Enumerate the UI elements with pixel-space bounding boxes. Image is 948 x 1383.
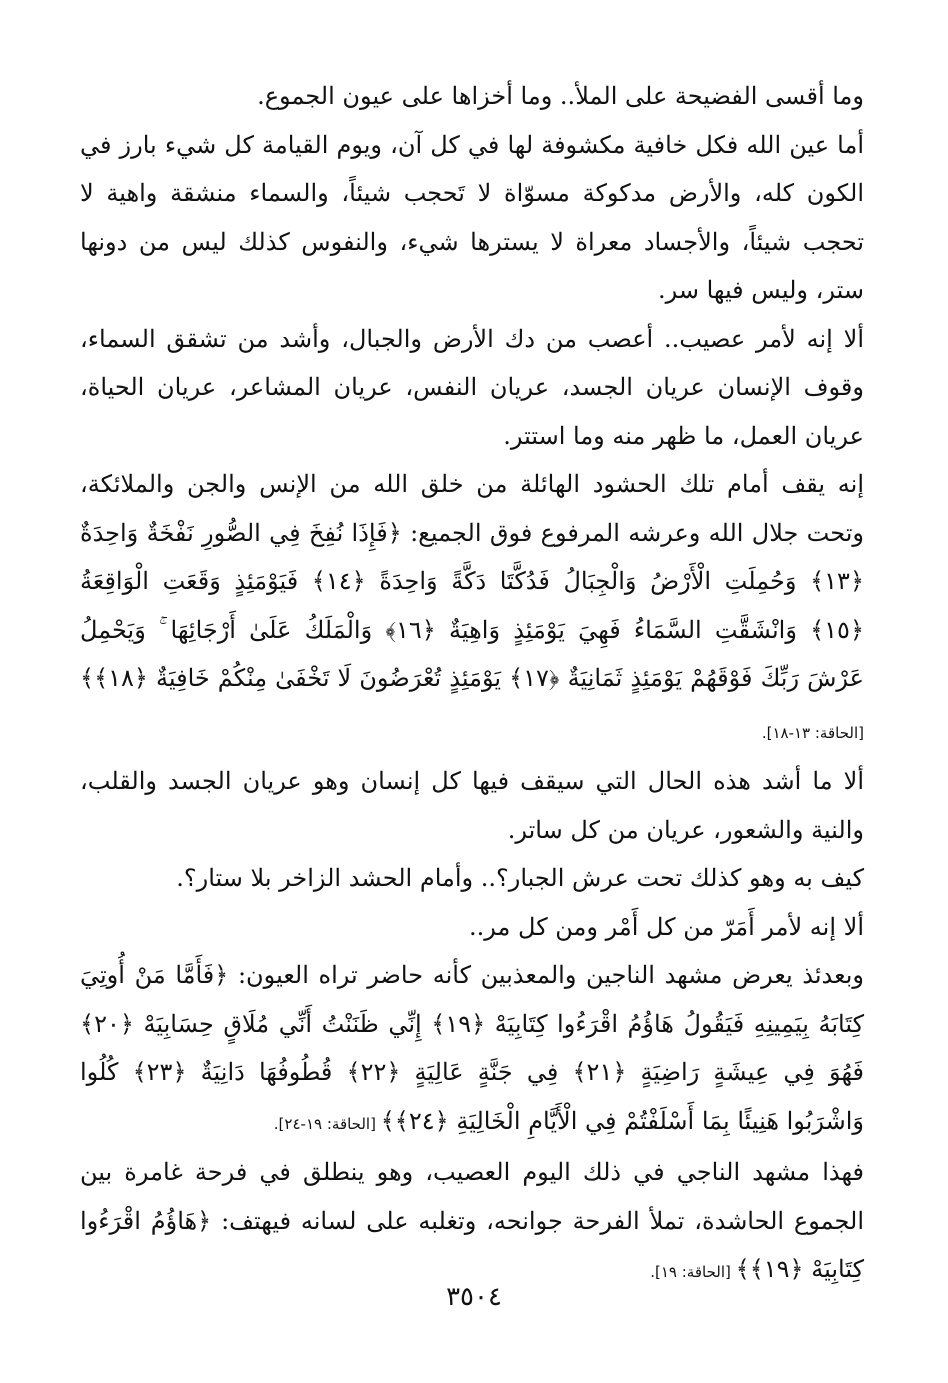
quran-verse: ﴿هَاؤُمُ اقْرَءُوا كِتَابِيَهْ ﴿١٩﴾﴾ bbox=[80, 1206, 864, 1283]
page-body bbox=[80, 72, 864, 1297]
quran-verse: ﴿فَأَمَّا مَنْ أُوتِيَ كِتَابَهُ بِيَمِينِهِ فَيَقُولُ هَاؤُمُ اقْرَءُوا كِتَابِيَهْ ﴿١٩﴾ إِنِّي ظَنَنْتُ أَنِّي مُلَاقٍ حِسَابِيَهْ ﴿٢٠﴾ فَهُوَ فِي عِيشَةٍ رَاضِيَةٍ ﴿٢١﴾ فِي جَنَّةٍ عَالِيَةٍ ﴿٢٢﴾ قُطُوفُهَا دَانِيَةٌ ﴿٢٣﴾ كُلُوا وَاشْرَبُوا هَنِيئًا بِمَا أَسْلَفْتُمْ فِي الْأَيَّامِ الْخَالِيَةِ ﴿٢٤﴾﴾ bbox=[80, 961, 864, 1135]
paragraph-text: أما عين الله فكل خافية مكشوفة لها في كل آن، ويوم القيامة كل شيء بارز في الكون كله، والأرض مدكوكة مسوّاة لا تَحجب شيئاً، والسماء منشقة واهية لا تحجب شيئاً، والأجساد معراة لا يسترها شيء، والنفوس كذلك ليس من دونها ستر، وليس فيها سر. bbox=[80, 130, 865, 304]
paragraph bbox=[80, 854, 864, 903]
verse-reference: [الحاقة: ١٣-١٨]. bbox=[761, 723, 864, 742]
paragraph-text: وما أقسى الفضيحة على الملأ.. وما أخزاها على عيون الجموع. bbox=[257, 82, 864, 110]
paragraph bbox=[80, 72, 864, 121]
quran-verse: ﴿فَإِذَا نُفِخَ فِي الصُّورِ نَفْخَةٌ وَاحِدَةٌ ﴿١٣﴾ وَحُمِلَتِ الْأَرْضُ وَالْجِبَالُ فَدُكَّتَا دَكَّةً وَاحِدَةً ﴿١٤﴾ فَيَوْمَئِذٍ وَقَعَتِ الْوَاقِعَةُ ﴿١٥﴾ وَانْشَقَّتِ السَّمَاءُ فَهِيَ يَوْمَئِذٍ وَاهِيَةٌ ﴿١٦﴾ وَالْمَلَكُ عَلَىٰ أَرْجَائِهَا ۚ وَيَحْمِلُ عَرْشَ رَبِّكَ فَوْقَهُمْ يَوْمَئِذٍ ثَمَانِيَةٌ ﴿١٧﴾ يَوْمَئِذٍ تُعْرَضُونَ لَا تَخْفَىٰ مِنْكُمْ خَافِيَةٌ ﴿١٨﴾﴾ bbox=[80, 518, 864, 692]
paragraph bbox=[80, 757, 864, 854]
paragraph-text: فهذا مشهد الناجي في ذلك اليوم العصيب، وهو ينطلق في فرحة غامرة بين الجموع الحاشدة، تملأ الفرحة جوانحه، وتغلبه على لسانه فيهتف: bbox=[80, 1158, 864, 1235]
paragraph bbox=[80, 951, 864, 1148]
verse-reference: [الحاقة: ١٩-٢٤]. bbox=[273, 1114, 381, 1133]
paragraph bbox=[80, 121, 864, 315]
paragraph-text: ألا إنه لأمر عصيب.. أعصب من دك الأرض والجبال، وأشد من تشقق السماء، وقوف الإنسان عريان الجسد، عريان النفس، عريان المشاعر، عريان الحياة، عريان العمل، ما ظهر منه وما استتر. bbox=[80, 324, 864, 450]
paragraph bbox=[80, 315, 864, 461]
paragraph-text: كيف به وهو كذلك تحت عرش الجبار؟.. وأمام الحشد الزاخر بلا ستار؟. bbox=[176, 864, 864, 892]
paragraph-text: إنه يقف أمام تلك الحشود الهائلة من خلق الله من الإنس والجن والملائكة، وتحت جلال الله وعرشه المرفوع فوق الجميع: bbox=[80, 470, 864, 547]
paragraph-text: ألا ما أشد هذه الحال التي سيقف فيها كل إنسان وهو عريان الجسد والقلب، والنية والشعور، عريان من كل ساتر. bbox=[80, 767, 864, 844]
paragraph-text: ألا إنه لأمر أَمَرّ من كل أَمْر ومن كل مر.. bbox=[469, 912, 864, 941]
page-number: ٣٥٠٤ bbox=[446, 1282, 502, 1312]
paragraph bbox=[80, 460, 864, 757]
paragraph bbox=[80, 903, 864, 952]
paragraph bbox=[80, 1148, 864, 1297]
paragraph-text: وبعدئذ يعرض مشهد الناجين والمعذبين كأنه حاضر تراه العيون: bbox=[228, 961, 864, 989]
verse-reference: [الحاقة: ١٩]. bbox=[650, 1263, 736, 1281]
